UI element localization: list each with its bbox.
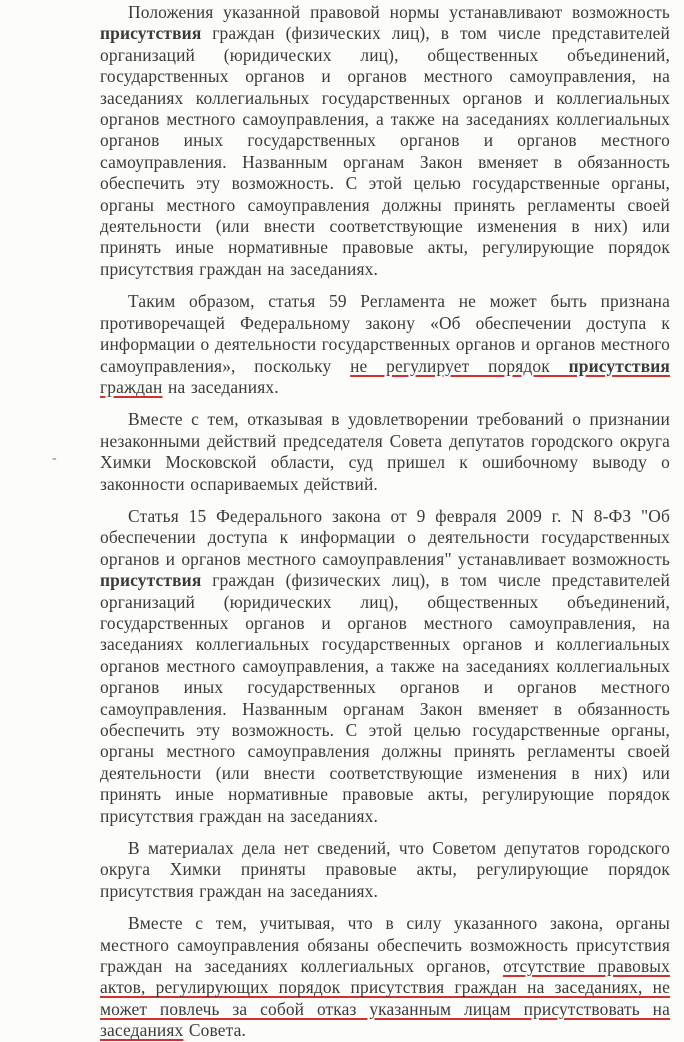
paragraph-4 (100, 506, 670, 827)
p2-underlined-a: не регулирует порядок (350, 355, 569, 376)
p6-underlined: отсутствие правовых актов, регулирующих порядок присутствия граждан на заседаниях, не может повлечь за собой отказ указанным лицам присутствовать на заседаниях (100, 956, 670, 1041)
p6-text-b: Совета. (183, 1020, 246, 1041)
p1-text-a: Положения указанной правовой нормы устанавливают возможность (128, 2, 670, 22)
paragraph-3 (100, 409, 670, 495)
p1-bold: присутствия (100, 23, 202, 44)
paragraph-2 (100, 291, 670, 398)
p4-bold: присутствия (100, 570, 202, 591)
p2-bold: присутствия (568, 355, 670, 376)
margin-mark: - (52, 451, 57, 466)
p3-text: Вместе с тем, отказывая в удовлетворении требований о признании незаконными действий председателя Совета депутатов городского округа Химки Московской области, суд пришел к ошибочному выводу о законности оспариваемых действий. (100, 409, 670, 494)
p2-underlined-b: граждан (100, 376, 163, 397)
paragraph-1 (100, 2, 670, 280)
p1-text-b: граждан (физических лиц), в том числе представителей организаций (юридических лиц), общественных объединений, государственных органов и органов местного самоуправления, на заседаниях коллегиальных государственных органов и коллегиальных органов местного самоуправления, а также на заседаниях коллегиальных органов иных государственных органов и органов местного самоуправления. Названным органам Закон вменяет в обязанность обеспечить эту возможность. С этой целью государственные органы, органы местного самоуправления должны принять регламенты своей деятельности (или внести соответствующие изменения в них) или принять иные нормативные правовые акты, регулирующие порядок присутствия граждан на заседаниях. (100, 23, 670, 279)
p4-text-b: граждан (физических лиц), в том числе представителей организаций (юридических лиц), общественных объединений, государственных органов и органов местного самоуправления, на заседаниях коллегиальных государственных органов и коллегиальных органов местного самоуправления, а также на заседаниях коллегиальных органов иных государственных органов и органов местного самоуправления. Названным органам Закон вменяет в обязанность обеспечить эту возможность. С этой целью государственные органы, органы местного самоуправления должны принять регламенты своей деятельности (или внести соответствующие изменения в них) или принять иные нормативные правовые акты, регулирующие порядок присутствия граждан на заседаниях. (100, 570, 670, 826)
p4-text-a: Статья 15 Федерального закона от 9 февраля 2009 г. N 8-ФЗ "Об обеспечении доступа к информации о деятельности государственных органов и органов местного самоуправления" устанавливает возможность (100, 505, 670, 569)
p2-text-a: Таким образом, статья 59 Регламента не может быть признана противоречащей Федеральному закону «Об обеспечении доступа к информации о деятельности государственных органов и органов местного самоуправления», поскольку (100, 291, 670, 376)
p6-text-a: Вместе с тем, учитывая, что в силу указанного закона, органы местного самоуправления обязаны обеспечить возможность присутствия граждан на заседаниях коллегиальных органов, (100, 913, 670, 977)
p2-text-b: на заседаниях. (162, 376, 279, 397)
paragraph-6 (100, 913, 670, 1041)
paragraph-5 (100, 838, 670, 902)
p5-text: В материалах дела нет сведений, что Советом депутатов городского округа Химки приняты правовые акты, регулирующие порядок присутствия граждан на заседаниях. (100, 838, 670, 901)
